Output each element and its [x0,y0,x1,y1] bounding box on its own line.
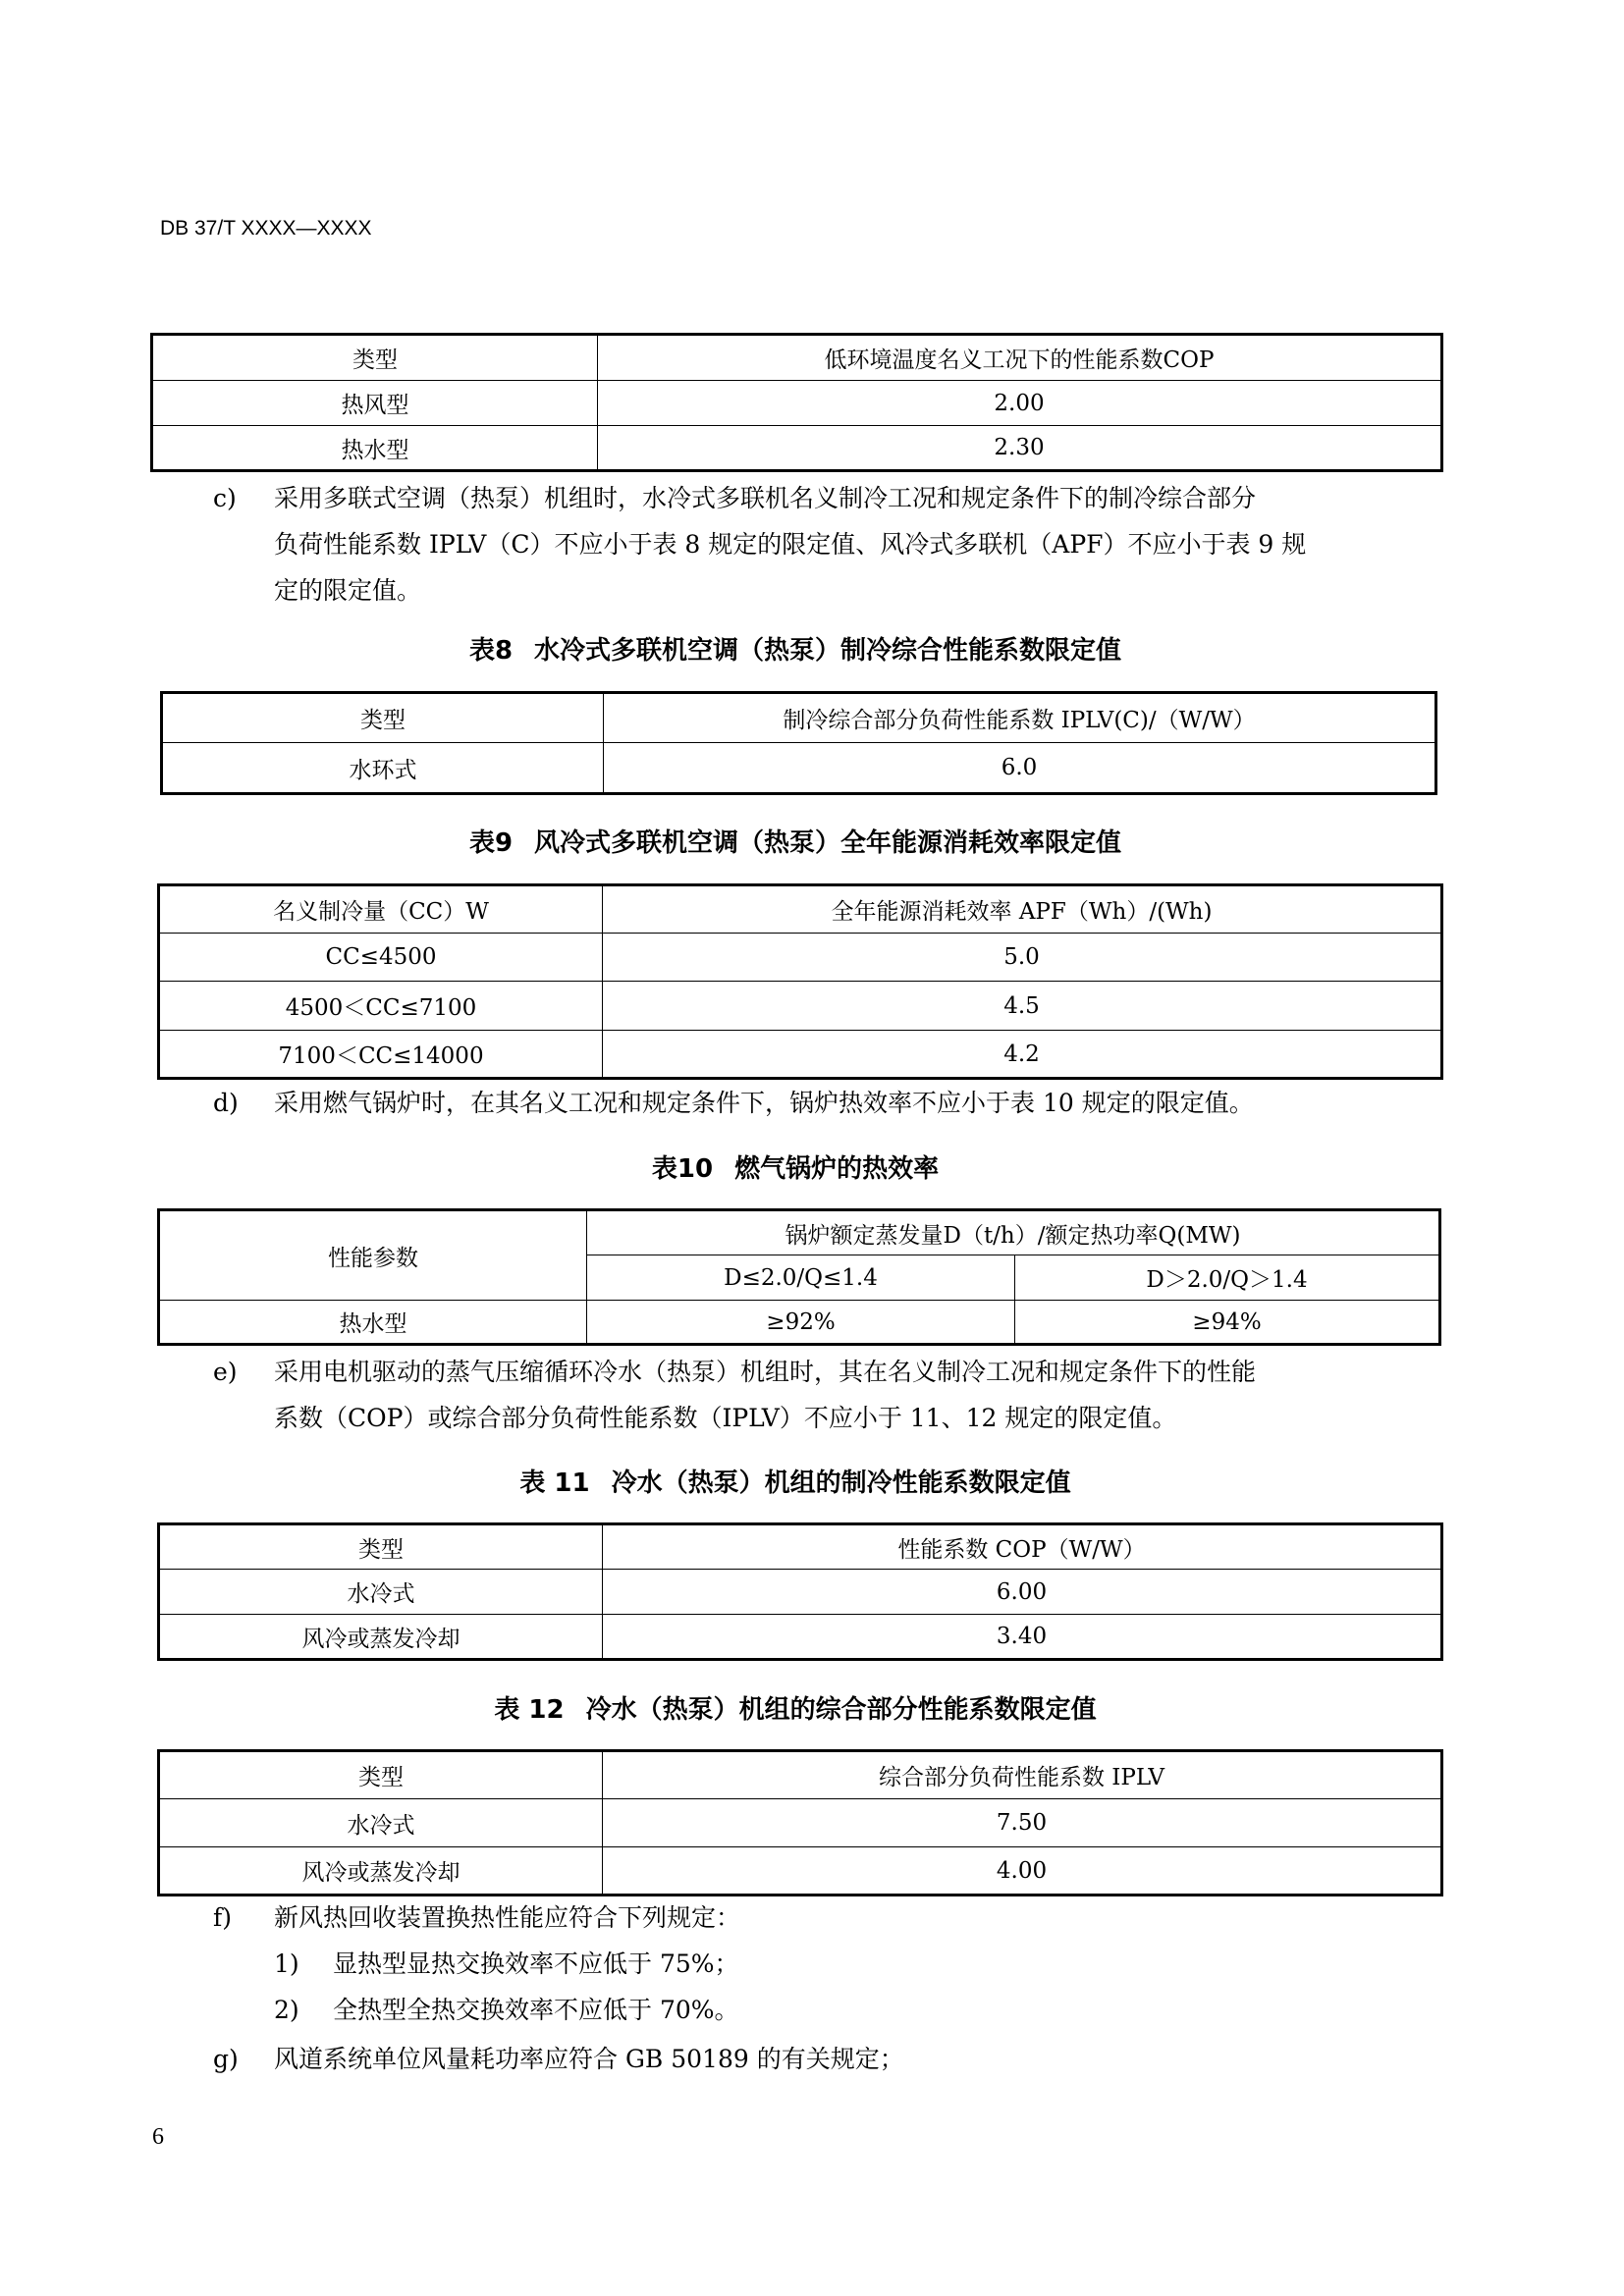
paragraph-label: e) [213,1358,238,1386]
page-number: 6 [152,2124,164,2150]
table-header-cell: 类型 [152,335,598,381]
table-cell: 4.2 [603,1031,1442,1079]
paragraph-line: 系数（COP）或综合部分负荷性能系数（IPLV）不应小于 11、12 规定的限定值。 [274,1404,1177,1432]
sub-item-label: 2) [274,1996,299,2024]
table-row [162,743,1436,794]
caption-title: 冷水（热泵）机组的综合部分性能系数限定值 [585,1695,1097,1725]
table-subheader-cell: D＞2.0/Q＞1.4 [1015,1255,1440,1301]
table-cell: 7.50 [603,1799,1442,1847]
paragraph-label: c) [213,484,237,512]
table-cell: 3.40 [603,1615,1442,1660]
table-cell: 7100＜CC≤14000 [159,1031,603,1079]
table-row [159,1570,1442,1615]
table-cell: 5.0 [603,934,1442,982]
table-cell: 2.00 [598,381,1442,426]
table-cell: 水环式 [162,743,604,794]
table-cell: 6.00 [603,1570,1442,1615]
table-cell: ≥94% [1015,1301,1440,1345]
paragraph-c [213,475,1450,614]
table-cell: 热风型 [152,381,598,426]
paragraph-label: g) [213,2045,239,2073]
table-cell: 水冷式 [159,1570,603,1615]
table-cell: ≥92% [587,1301,1015,1345]
caption-title: 水冷式多联机空调（热泵）制冷综合性能系数限定值 [534,636,1122,666]
table-header-cell: 制冷综合部分负荷性能系数 IPLV(C)/（W/W） [604,693,1436,743]
table-11 [157,1522,1443,1661]
table-7 [150,333,1443,472]
paragraph-line: 负荷性能系数 IPLV（C）不应小于表 8 规定的限定值、风冷式多联机（APF）不应小于表 9 规 [274,530,1307,559]
table-header-cell: 类型 [159,1751,603,1799]
table-header-row [159,885,1442,934]
paragraph-e [213,1349,1450,1441]
table-header-row [159,1751,1442,1799]
table-header-row [159,1210,1440,1255]
caption-title: 燃气锅炉的热效率 [734,1154,940,1184]
table-header-cell: 低环境温度名义工况下的性能系数COP [598,335,1442,381]
table-header-cell: 类型 [159,1524,603,1570]
table-12 [157,1749,1443,1896]
table-cell: CC≤4500 [159,934,603,982]
sub-item-label: 1) [274,1949,299,1978]
caption-title: 冷水（热泵）机组的制冷性能系数限定值 [611,1468,1071,1498]
table-cell: 风冷或蒸发冷却 [159,1615,603,1660]
table-12-caption [147,1689,1443,1726]
table-cell: 风冷或蒸发冷却 [159,1847,603,1896]
paragraph-line: 风道系统单位风量耗功率应符合 GB 50189 的有关规定； [274,2045,904,2073]
table-subheader-cell: D≤2.0/Q≤1.4 [587,1255,1015,1301]
table-header-cell: 全年能源消耗效率 APF（Wh）/(Wh) [603,885,1442,934]
table-row [159,1847,1442,1896]
table-cell: 4.00 [603,1847,1442,1896]
paragraph-f [213,1895,1450,2033]
table-row [159,1799,1442,1847]
table-cell: 4.5 [603,982,1442,1031]
paragraph-label: f) [213,1903,233,1932]
paragraph-line: 定的限定值。 [274,576,422,605]
table-9 [157,883,1443,1080]
table-row [159,982,1442,1031]
table-header-cell: 名义制冷量（CC）W [159,885,603,934]
table-cell: 热水型 [152,426,598,471]
caption-number: 表9 [468,828,514,858]
sub-item-text: 全热型全热交换效率不应低于 70%。 [333,1996,739,2024]
table-10-caption [147,1148,1443,1185]
table-cell: 4500＜CC≤7100 [159,982,603,1031]
caption-number: 表 12 [494,1695,565,1725]
table-8 [160,691,1437,795]
paragraph-line: 采用电机驱动的蒸气压缩循环冷水（热泵）机组时，其在名义制冷工况和规定条件下的性能 [274,1358,1257,1386]
paragraph-label: d) [213,1089,239,1117]
caption-number: 表 11 [519,1468,590,1498]
table-row-header-cell: 性能参数 [159,1210,587,1301]
table-cell: 2.30 [598,426,1442,471]
table-11-caption [147,1463,1443,1499]
paragraph-d [213,1080,1450,1126]
table-header-row [159,1524,1442,1570]
caption-number: 表10 [651,1154,714,1184]
paragraph-line: 采用燃气锅炉时，在其名义工况和规定条件下，锅炉热效率不应小于表 10 规定的限定值。 [274,1089,1254,1117]
table-header-cell: 综合部分负荷性能系数 IPLV [603,1751,1442,1799]
sub-item-text: 显热型显热交换效率不应低于 75%； [333,1949,739,1978]
table-header-row [152,335,1442,381]
caption-number: 表8 [468,636,514,666]
table-row [159,1615,1442,1660]
table-9-caption [147,823,1443,859]
table-row [159,1301,1440,1345]
table-10 [157,1208,1441,1346]
table-cell: 水冷式 [159,1799,603,1847]
paragraph-line: 采用多联式空调（热泵）机组时，水冷式多联机名义制冷工况和规定条件下的制冷综合部分 [274,484,1257,512]
caption-title: 风冷式多联机空调（热泵）全年能源消耗效率限定值 [534,828,1122,858]
table-row [152,381,1442,426]
table-row [159,934,1442,982]
table-group-header-cell: 锅炉额定蒸发量D（t/h）/额定热功率Q(MW) [587,1210,1440,1255]
table-header-row [162,693,1436,743]
table-header-cell: 类型 [162,693,604,743]
table-header-cell: 性能系数 COP（W/W） [603,1524,1442,1570]
table-row [152,426,1442,471]
table-cell: 热水型 [159,1301,587,1345]
table-row [159,1031,1442,1079]
table-cell: 6.0 [604,743,1436,794]
document-code: DB 37/T XXXX—XXXX [160,217,372,240]
table-8-caption [147,630,1443,667]
paragraph-line: 新风热回收装置换热性能应符合下列规定： [274,1903,741,1932]
paragraph-g [213,2036,1450,2082]
